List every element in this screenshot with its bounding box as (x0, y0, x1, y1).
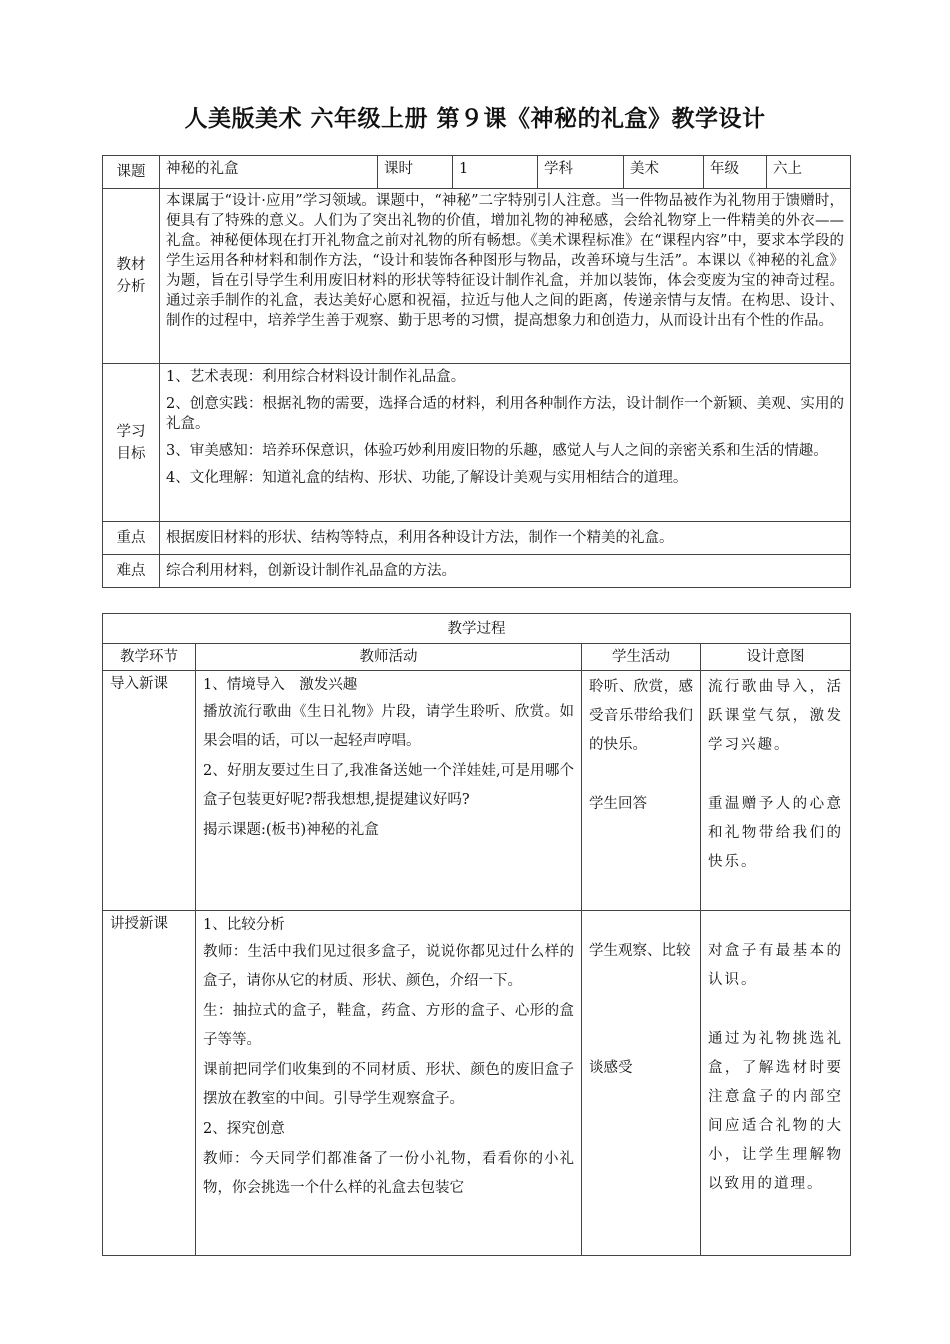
student-step: 聆听、欣赏，感受音乐带给我们的快乐。 (589, 679, 693, 753)
col-intent-header: 设计意图 (701, 644, 851, 671)
goals-label (103, 364, 160, 522)
student-step: 学生回答 (589, 796, 647, 812)
intent-cell (701, 671, 851, 911)
key-text: 根据废旧材料的形状、结构等特点，利用各种设计方法，制作一个精美的礼盒。 (160, 522, 851, 555)
teacher-activity-cell (196, 671, 582, 911)
grade-label: 年级 (704, 156, 767, 189)
difficulty-text: 综合利用材料，创新设计制作礼品盒的方法。 (160, 555, 851, 588)
difficulty-label: 难点 (103, 555, 160, 588)
analysis-text: 本课属于“设计·应用”学习领域。课题中，“神秘”二字特别引人注意。当一件物品被作为礼物用于馈赠时，便具有了特殊的意义。人们为了突出礼物的价值，增加礼物的神秘感，会给礼物穿上一件精美的外衣——礼盒。神秘便体现在打开礼物盒之前对礼物的所有畅想。《美术课程标准》在“课程内容”中，要求本学段的学生运用各种材料和制作方法，“设计和装饰各种图形与物品，改善环境与生活”。本课以《神秘的礼盒》为题，旨在引导学生利用废旧材料的形状等特征设计制作礼盒，并加以装饰，体会变废为宝的神奇过程。通过亲手制作的礼盒，表达美好心愿和祝福，拉近与他人之间的距离，传递亲情与友情。在构思、设计、制作的过程中，培养学生善于观察、勤于思考的习惯，提高想象力和创造力，从而设计出有个性的作品。 (166, 193, 844, 329)
period-label: 课时 (378, 156, 453, 189)
analysis-cell (160, 189, 851, 364)
teacher-step: 教师：今天同学们都准备了一份小礼物，看看你的小礼物，你会挑选一个什么样的礼盒去包装它 (203, 1151, 574, 1196)
table-row (103, 911, 851, 1256)
intent-item: 对盒子有最基本的认识。 (708, 943, 843, 988)
student-activity-cell (582, 911, 701, 1256)
topic-label: 课题 (103, 156, 160, 189)
analysis-label (103, 189, 160, 364)
goal-item: 3、审美感知：培养环保意识，体验巧妙利用废旧物的乐趣，感觉人与人之间的亲密关系和生活的情趣。 (166, 443, 828, 459)
teacher-step: 2、好朋友要过生日了,我准备送她一个洋娃娃,可是用哪个盒子包装更好呢?帮我想想,提提建议好吗? (203, 763, 574, 808)
intent-item: 流行歌曲导入，活跃课堂气氛，激发学习兴趣。 (708, 679, 843, 753)
col-student-header: 学生活动 (582, 644, 701, 671)
key-label: 重点 (103, 522, 160, 555)
intent-item: 重温赠予人的心意和礼物带给我们的快乐。 (708, 796, 843, 870)
student-step: 学生观察、比较 (589, 943, 691, 959)
goal-item: 4、文化理解：知道礼盒的结构、形状、功能,了解设计美观与实用相结合的道理。 (166, 470, 688, 486)
col-teacher-header: 教师活动 (196, 644, 582, 671)
student-step: 谈感受 (589, 1060, 633, 1076)
goal-item: 2、创意实践：根据礼物的需要，选择合适的材料，利用各种制作方法，设计制作一个新颖、美观、实用的礼盒。 (166, 396, 844, 432)
teacher-step: 教师：生活中我们见过很多盒子，说说你都见过什么样的盒子，请你从它的材质、形状、颜色，介绍一下。 (203, 944, 574, 989)
intent-item: 通过为礼物挑选礼盒，了解选材时要注意盒子的内部空间应适合礼物的大小，让学生理解物以致用的道理。 (708, 1031, 843, 1192)
grade-value: 六上 (767, 156, 851, 189)
subject-label: 学科 (538, 156, 624, 189)
teacher-step: 1、情境导入 激发兴趣 (203, 677, 358, 693)
goals-cell (160, 364, 851, 522)
teacher-step: 课前把同学们收集到的不同材质、形状、颜色的废旧盒子摆放在教室的中间。引导学生观察盒子。 (203, 1062, 574, 1107)
col-stage-header: 教学环节 (103, 644, 196, 671)
goals-label-text: 学习目标 (116, 423, 146, 462)
teacher-activity-cell (196, 911, 582, 1256)
stage-cell: 讲授新课 (103, 911, 196, 1256)
subject-value: 美术 (624, 156, 704, 189)
document-title: 人美版美术 六年级上册 第９课《神秘的礼盒》教学设计 (184, 106, 766, 132)
teaching-process-table (102, 613, 851, 1256)
intent-cell (701, 911, 851, 1256)
teacher-step: 生：抽拉式的盒子，鞋盒，药盒、方形的盒子、心形的盒子等等。 (203, 1003, 574, 1048)
topic-value: 神秘的礼盒 (160, 156, 378, 189)
analysis-label-text: 教材分析 (116, 257, 146, 295)
student-activity-cell (582, 671, 701, 911)
table-row (103, 671, 851, 911)
teacher-step: 2、探究创意 (203, 1121, 285, 1137)
stage-cell: 导入新课 (103, 671, 196, 911)
teacher-step: 揭示课题:(板书)神秘的礼盒 (203, 822, 379, 838)
goal-item: 1、艺术表现：利用综合材料设计制作礼品盒。 (166, 369, 466, 385)
process-heading: 教学过程 (103, 614, 851, 644)
lesson-info-table (102, 155, 851, 588)
teacher-step: 1、比较分析 (203, 917, 285, 933)
teacher-step: 播放流行歌曲《生日礼物》片段，请学生聆听、欣赏。如果会唱的话，可以一起轻声哼唱。 (203, 704, 574, 749)
period-value: 1 (453, 156, 538, 189)
